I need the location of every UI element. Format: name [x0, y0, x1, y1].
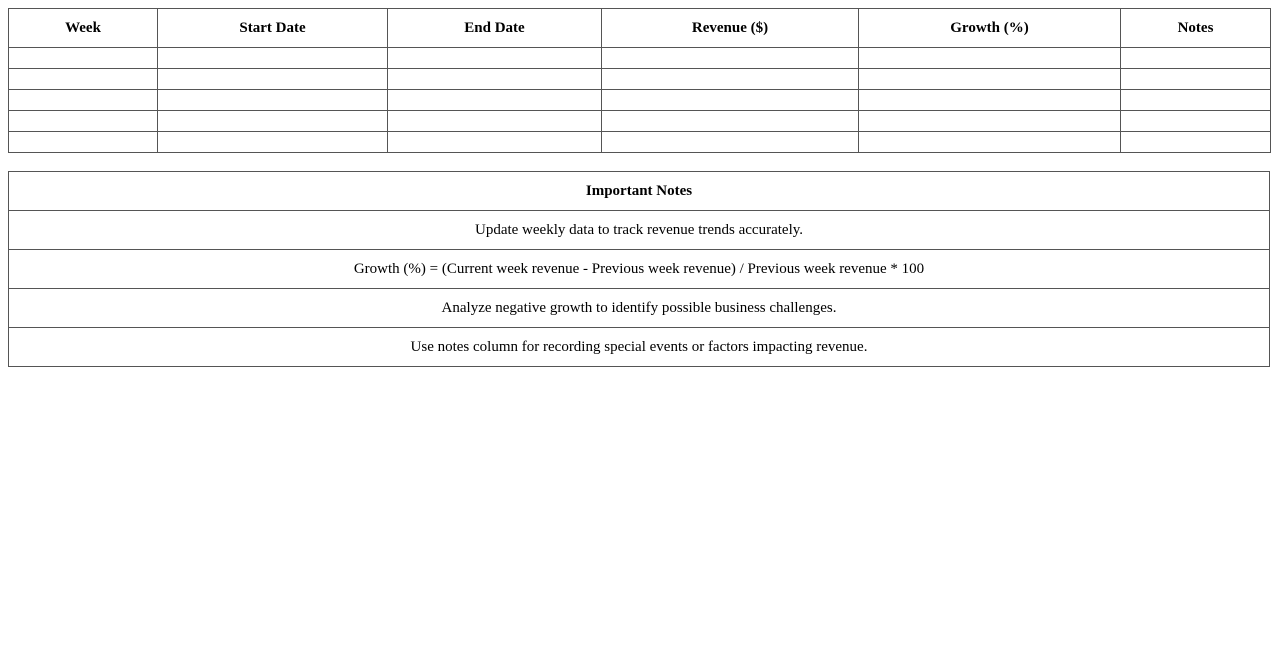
cell-start-date[interactable]: [158, 69, 388, 90]
cell-growth[interactable]: [859, 48, 1121, 69]
cell-growth[interactable]: [859, 132, 1121, 153]
note-text: Use notes column for recording special events or factors impacting revenue.: [9, 328, 1270, 367]
header-revenue: Revenue ($): [602, 9, 859, 48]
header-start-date: Start Date: [158, 9, 388, 48]
table-row: [9, 90, 1271, 111]
cell-end-date[interactable]: [388, 132, 602, 153]
table-row: [9, 132, 1271, 153]
header-growth: Growth (%): [859, 9, 1121, 48]
header-end-date: End Date: [388, 9, 602, 48]
cell-notes[interactable]: [1121, 90, 1271, 111]
cell-revenue[interactable]: [602, 69, 859, 90]
notes-header-row: [9, 172, 1270, 211]
list-item: [9, 328, 1270, 367]
list-item: [9, 250, 1270, 289]
cell-revenue[interactable]: [602, 48, 859, 69]
page-content: [8, 8, 1270, 367]
cell-week[interactable]: [9, 69, 158, 90]
table-row: [9, 69, 1271, 90]
cell-end-date[interactable]: [388, 111, 602, 132]
cell-start-date[interactable]: [158, 111, 388, 132]
cell-end-date[interactable]: [388, 48, 602, 69]
cell-end-date[interactable]: [388, 69, 602, 90]
cell-notes[interactable]: [1121, 132, 1271, 153]
cell-end-date[interactable]: [388, 90, 602, 111]
cell-start-date[interactable]: [158, 90, 388, 111]
list-item: [9, 289, 1270, 328]
header-notes: Notes: [1121, 9, 1271, 48]
notes-title: Important Notes: [9, 172, 1270, 211]
table-row: [9, 48, 1271, 69]
cell-week[interactable]: [9, 90, 158, 111]
cell-growth[interactable]: [859, 69, 1121, 90]
note-text: Growth (%) = (Current week revenue - Previous week revenue) / Previous week revenue * 100: [9, 250, 1270, 289]
header-week: Week: [9, 9, 158, 48]
note-text: Update weekly data to track revenue trends accurately.: [9, 211, 1270, 250]
cell-revenue[interactable]: [602, 90, 859, 111]
cell-week[interactable]: [9, 111, 158, 132]
list-item: [9, 211, 1270, 250]
cell-start-date[interactable]: [158, 48, 388, 69]
cell-growth[interactable]: [859, 111, 1121, 132]
cell-notes[interactable]: [1121, 69, 1271, 90]
cell-week[interactable]: [9, 48, 158, 69]
table-header-row: [9, 9, 1271, 48]
note-text: Analyze negative growth to identify possible business challenges.: [9, 289, 1270, 328]
cell-growth[interactable]: [859, 90, 1121, 111]
weekly-revenue-table: [8, 8, 1271, 153]
cell-notes[interactable]: [1121, 111, 1271, 132]
cell-start-date[interactable]: [158, 132, 388, 153]
cell-revenue[interactable]: [602, 111, 859, 132]
table-row: [9, 111, 1271, 132]
important-notes-table: [8, 171, 1270, 367]
cell-revenue[interactable]: [602, 132, 859, 153]
cell-week[interactable]: [9, 132, 158, 153]
cell-notes[interactable]: [1121, 48, 1271, 69]
